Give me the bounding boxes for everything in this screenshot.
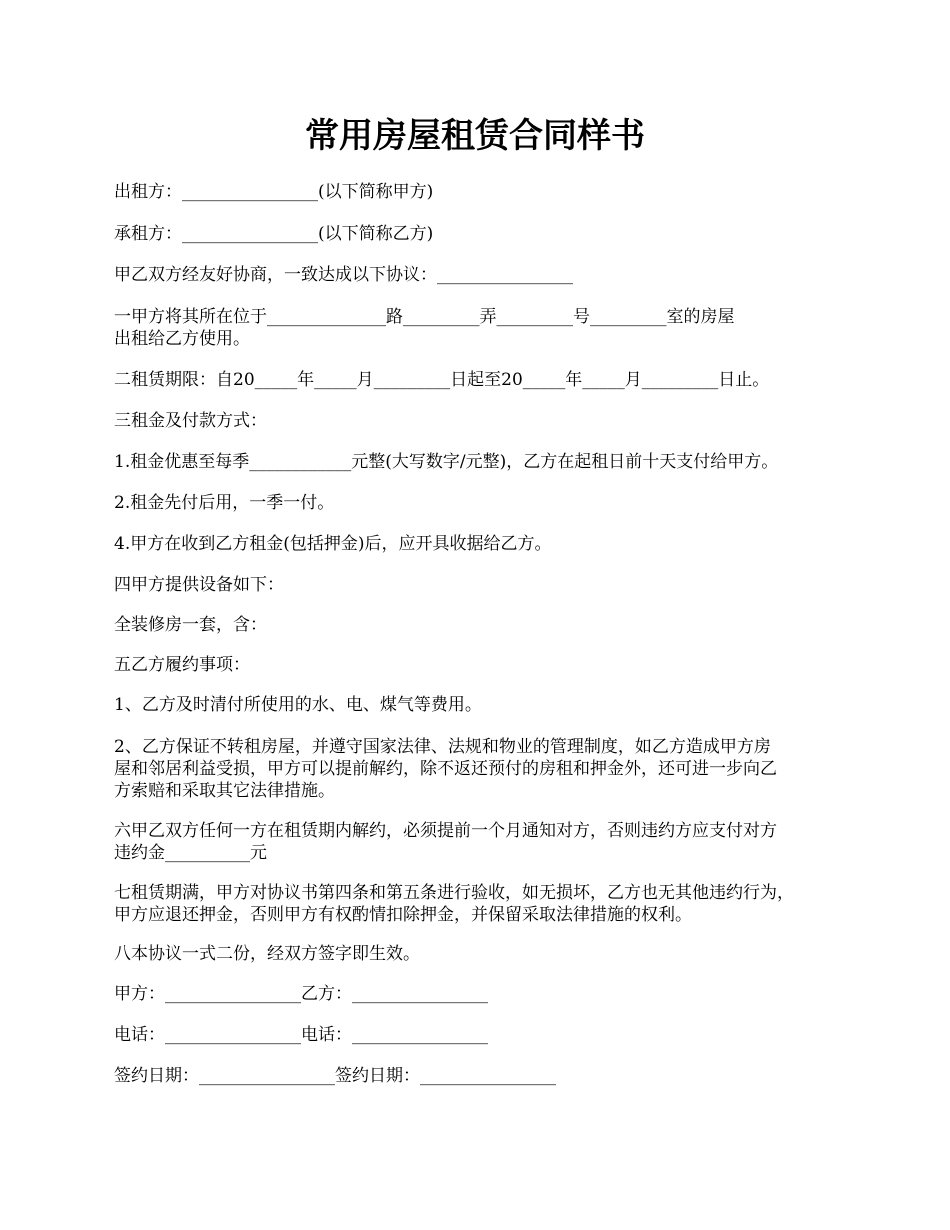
clause-line-3-2: 2.租金先付后用，一季一付。	[114, 493, 335, 513]
clause-line-5-2c: 方索赔和采取其它法律措施。	[114, 781, 335, 801]
clause-line-5-1: 1、乙方及时清付所使用的水、电、煤气等费用。	[114, 695, 482, 715]
clause-line-3: 三租金及付款方式：	[114, 411, 267, 431]
clause-line-5: 五乙方履约事项：	[114, 655, 250, 675]
clause-line-5-2a: 2、乙方保证不转租房屋，并遵守国家法律、法规和物业的管理制度，如乙方造成甲方房	[114, 737, 771, 757]
clause-line-8: 八本协议一式二份，经双方签字即生效。	[114, 944, 420, 964]
signature-line-parties: 甲方：________________乙方：________________	[114, 984, 488, 1004]
clause-line-7a: 七租赁期满，甲方对协议书第四条和第五条进行验收，如无损坏，乙方也无其他违约行为，	[114, 883, 794, 903]
signature-line-dates: 签约日期：________________签约日期：________________	[114, 1066, 556, 1086]
clause-line-6a: 六甲乙双方任何一方在租赁期内解约，必须提前一个月通知对方，否则违约方应支付对方	[114, 821, 777, 841]
clause-line-agreement: 甲乙双方经友好协商，一致达成以下协议：________________	[114, 265, 573, 285]
clause-line-1b: 出租给乙方使用。	[114, 329, 250, 349]
clause-line-7b: 甲方应退还押金，否则甲方有权酌情扣除押金，并保留采取法律措施的权利。	[114, 905, 692, 925]
clause-line-5-2b: 屋和邻居利益受损，甲方可以提前解约，除不返还预付的房租和押金外，还可进一步向乙	[114, 759, 777, 779]
clause-line-4: 四甲方提供设备如下：	[114, 575, 284, 595]
clause-line-2: 二租赁期限：自20_____年_____月_________日起至20_____年_____月_________日止。	[114, 370, 770, 390]
clause-line-6b: 违约金__________元	[114, 843, 267, 863]
clause-line-1a: 一甲方将其所在位于______________路_________弄_________号_________室的房屋	[114, 307, 735, 327]
clause-line-lessee: 承租方：________________(以下简称乙方)	[114, 224, 434, 244]
clause-line-lessor: 出租方：________________(以下简称甲方)	[114, 182, 434, 202]
clause-line-3-1: 1.租金优惠至每季____________元整(大写数字/元整)，乙方在起租日前十天支付给甲方。	[114, 452, 779, 472]
signature-line-phones: 电话：________________电话：________________	[114, 1025, 488, 1045]
document-title: 常用房屋租赁合同样书	[305, 116, 645, 156]
clause-line-3-4: 4.甲方在收到乙方租金(包括押金)后，应开具收据给乙方。	[114, 534, 552, 554]
clause-line-4-1: 全装修房一套，含：	[114, 615, 267, 635]
